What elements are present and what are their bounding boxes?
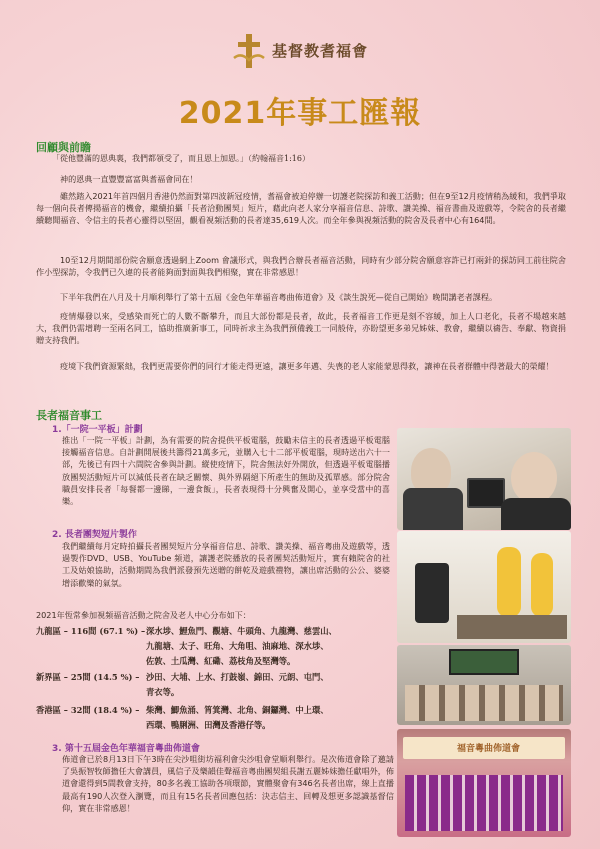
review-paragraph-6: 疫境下我們資源緊絀，我們更需要你們的同行才能走得更遠，讓更多年邁、失喪的老人家能蒙恩得救，讓神在長者群體中得著最大的榮耀！ <box>60 361 554 371</box>
cross-logo-icon <box>232 32 266 72</box>
distribution-intro: 2021年恆常參加視頻福音活動之院舍及老人中心分布如下： <box>36 610 251 620</box>
subsection-title-video: 2. 長者團契短片製作 <box>52 530 137 540</box>
review-paragraph-3: 10至12月期間部份院舍願意透過網上Zoom 會議形式，與我們合辦長者福音活動，同時有少部分院舍願意容許已打兩針的探訪同工前往院舍作小型探訪，令我們已久違的長者能夠面對面與我們相聚，實在非常感恩！ <box>36 255 566 278</box>
photo-elderly-watching-screen <box>397 645 571 725</box>
subsection-body-tablet: 推出「一院一平板」計劃，為有需要的院舍提供平板電腦，鼓勵未信主的長者透過平板電腦接觸福音信息。自計劃開展後共籌得21萬多元，並購入七十二部平板電腦，現時送出六十一部，先後已有四十六間院舍參與計劃。縱使疫情下，院舍無法好外開放，但透過平板電腦播放團契活動短片可以減低長者在缺乏關懷、與外界隔絕下所產生的無助及孤單感。部分院舍職員安排長者「每餐都一邊睇，一邊食飯」，長者表現得十分興奮及開心，並享受當中的喜樂。 <box>62 435 390 507</box>
organization-name: 基督教耆福會 <box>272 42 369 60</box>
stage-banner-text: 福音粵曲佈道會 <box>457 744 521 754</box>
subsection-title-gospel-opera: 3. 第十五屆金色年華福音粵曲佈道會 <box>52 744 200 754</box>
photo-elderly-with-tablet <box>397 428 571 530</box>
dist-kowloon-label: 九龍區 – 116間 (67.1 %) – <box>36 626 146 636</box>
dist-nt-label: 新界區 – 25間 (14.5 %) – <box>36 672 140 682</box>
review-paragraph-4: 下半年我們在八月及十月順利舉行了第十五屆《金色年華福音粵曲佈道會》及《談生說死—從自己開始》晚間講老者課程。 <box>60 292 498 302</box>
dist-kowloon-line1: 深水埗、鯉魚門、觀塘、牛頭角、九龍灣、慈雲山、 <box>146 626 337 636</box>
dist-kowloon-line2: 九龍塘、太子、旺角、大角咀、油麻地、深水埗、 <box>146 641 329 651</box>
photo-video-filming <box>397 531 571 643</box>
dist-hk-label: 香港區 – 32間 (18.4 %) – <box>36 705 140 715</box>
review-paragraph-2: 雖然踏入2021年首四個月香港仍然面對第四波新冠疫情，耆福會被迫停辦一切護老院探訪和義工活動；但在9至12月疫情稍為緩和，我們爭取每一個向長者傳揚福音的機會，繼續拍攝「長者洽動團契」短片，藉此向老人家分享福音信息、詩歌、讚美操、福音書曲及遊戲等，令院舍的長者繼續聽聞福音、令信主的長者心靈得以堅固，觀看視頻活動的長者達35,619人次。而全年參與視頻活動的院舍及長者中心有164間。 <box>36 191 566 226</box>
subsection-title-tablet: 1.「一院一平板」計劃 <box>52 425 143 435</box>
review-paragraph-1: 神的恩典一直豐豐富富與耆福會同在！ <box>60 174 198 184</box>
page-title: 2021年事工匯報 <box>178 96 422 131</box>
review-paragraph-5: 疫情爆發以來，受感染而死亡的人數不斷攀升，而且大部份都是長者，故此，長者福音工作更是刻不容緩，加上人口老化，長者不場越來越大，我們仍需增聘一至兩名同工，協助推廣新事工，同時祈求主為我們預備義工一同般侍，亦盼望更多弟兄姊妹、教會，繼續以禱告、奉獻、物資捐贈支持我們。 <box>36 311 566 346</box>
dist-kowloon-line3: 佐敦、土瓜灣、紅磡、荔枝角及堅灣等。 <box>146 656 296 666</box>
dist-hk-line1: 柴灣、鯽魚涌、筲箕灣、北角、銅鑼灣、中上環、 <box>146 705 329 715</box>
section-heading-ministry: 長者福音事工 <box>36 409 102 422</box>
scripture-quote: 「從他豐滿的恩典裏，我們都領受了，而且恩上加恩。」（約翰福音1:16） <box>52 154 310 163</box>
photo-gospel-opera-stage <box>397 729 571 837</box>
section-heading-review: 回顧與前瞻 <box>36 141 91 154</box>
dist-nt-line2: 青衣等。 <box>146 687 180 697</box>
dist-hk-line2: 西環、鴨脷洲、田灣及香港仔等。 <box>146 720 271 730</box>
subsection-body-gospel-opera: 佈道會已於8月13日下午3時在尖沙咀街坊福利會尖沙咀會堂順利舉行。是次佈道會除了邀請了吳振智牧師擔任大會講員，風信子及樂韻佳聲福音粵曲團契組長謝五麗姊妹擔任獻唱外，佈道會還得到5間教會支持，80多名義工協助各項環節，實體聚會有346名長者出席，線上直播最高有190人次登入瀏覽，而且有15名長者回應包括：決志信主、回轉及想更多認識基督信仰，實在非常感恩！ <box>62 754 394 813</box>
dist-nt-line1: 沙田、大埔、上水、打鼓嶺、錦田、元朗、屯門、 <box>146 672 329 682</box>
subsection-body-video: 我們繼續每月定時拍攝長者團契短片分享福音信息、詩歌、讚美操、福音粵曲及遊戲等，透過製作DVD、USB、YouTube 頻道，讓護老院播放的長者團契活動短片，實有賴院舍的社工及姑娘協助，活動期間為我們派發預先送贈的餅乾及遊戲禮物，讓出席活動的公公、婆婆增添歡樂的氣氛。 <box>62 541 390 588</box>
